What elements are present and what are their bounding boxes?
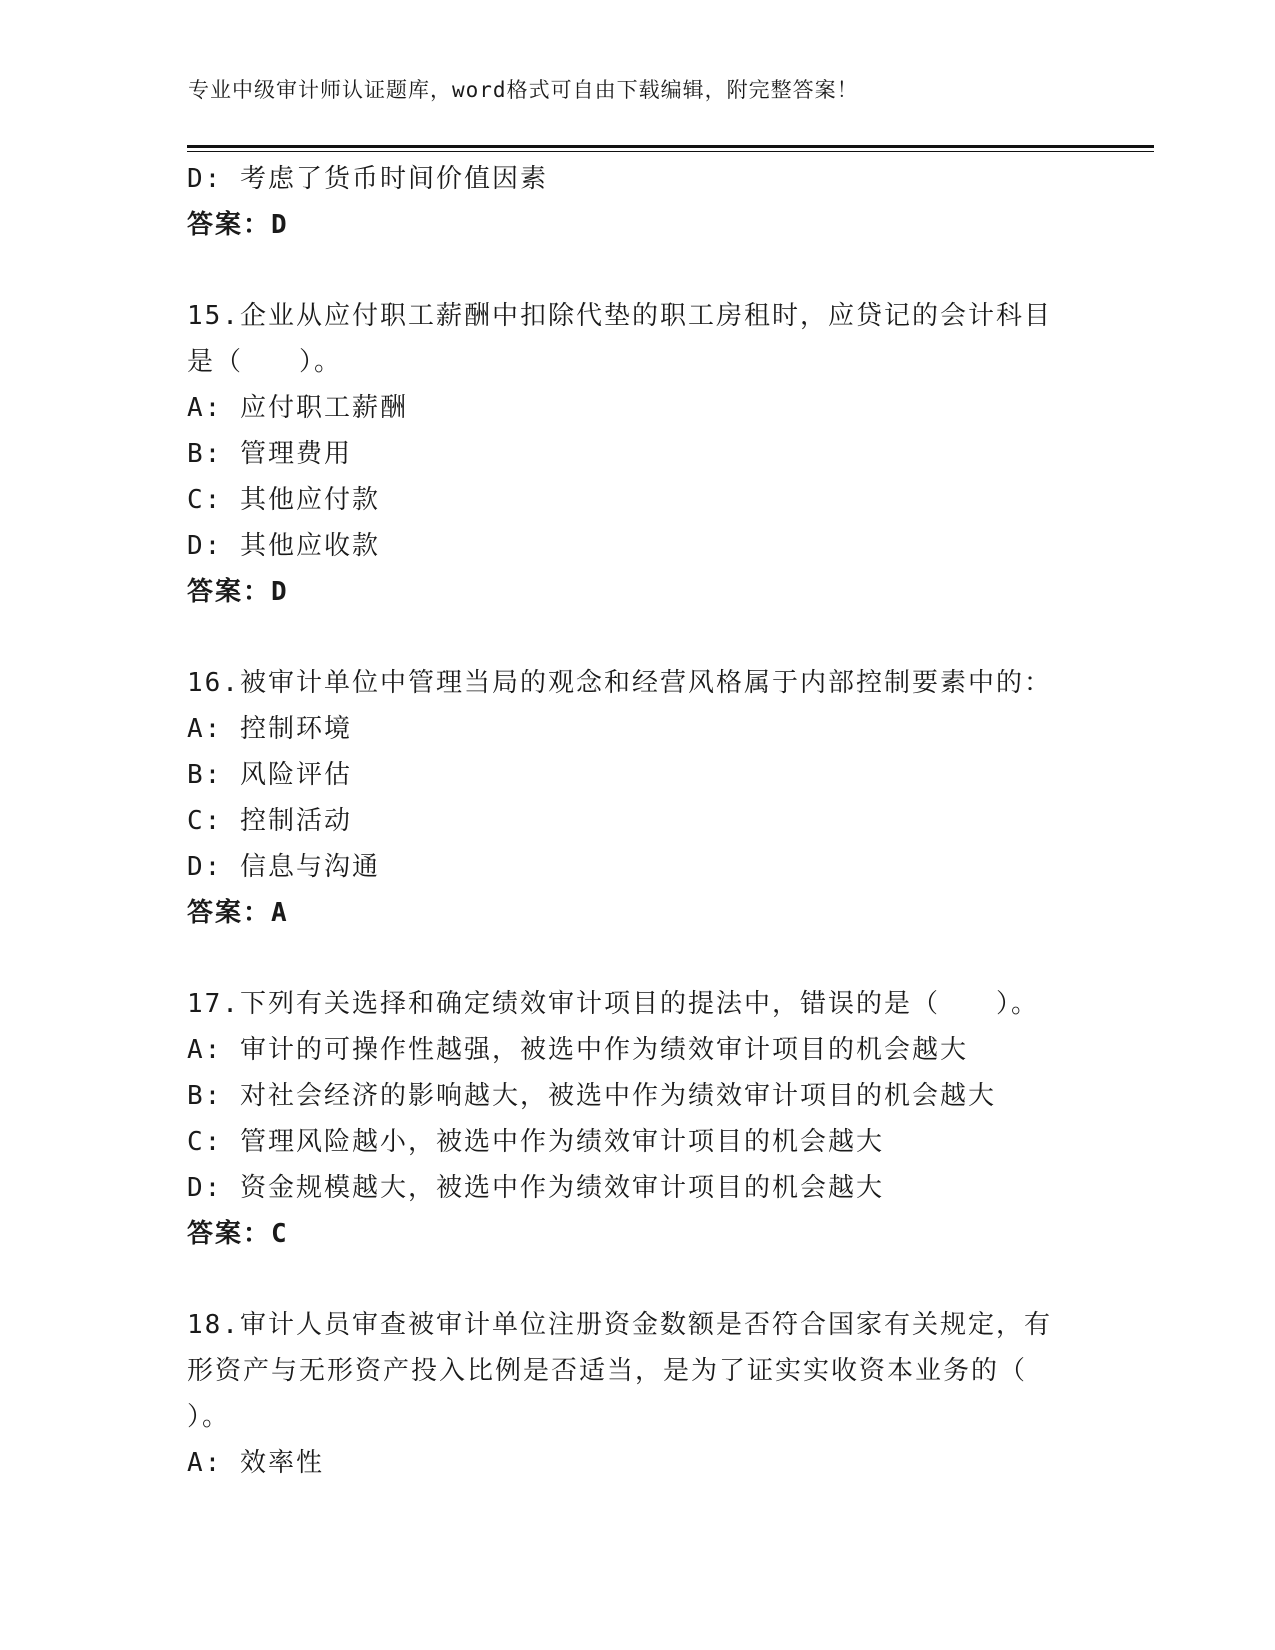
option-line: C: 控制活动 (187, 806, 352, 836)
option-line: B: 风险评估 (187, 760, 352, 790)
option-line: A: 应付职工薪酬 (187, 393, 408, 423)
answer-line: 答案：D (187, 577, 289, 607)
question-stem: 16.被审计单位中管理当局的观念和经营风格属于内部控制要素中的： (187, 668, 1052, 698)
answer-line: 答案：D (187, 210, 289, 240)
question-stem: 17.下列有关选择和确定绩效审计项目的提法中，错误的是（ ）。 (187, 989, 1039, 1019)
option-line: A: 控制环境 (187, 714, 352, 744)
option-line: B: 管理费用 (187, 439, 352, 469)
option-line: C: 其他应付款 (187, 485, 380, 515)
question-stem: 形资产与无形资产投入比例是否适当，是为了证实实收资本业务的（ (187, 1356, 1028, 1386)
question-stem: 18.审计人员审查被审计单位注册资金数额是否符合国家有关规定，有 (187, 1310, 1052, 1340)
option-line: D: 资金规模越大，被选中作为绩效审计项目的机会越大 (187, 1173, 884, 1203)
question-stem: 15.企业从应付职工薪酬中扣除代垫的职工房租时，应贷记的会计科目 (187, 301, 1052, 331)
option-line: B: 对社会经济的影响越大，被选中作为绩效审计项目的机会越大 (187, 1081, 996, 1111)
spacer (187, 248, 1087, 293)
option-line: D: 其他应收款 (187, 531, 380, 561)
header-rule-thick (187, 145, 1154, 148)
option-line: A: 效率性 (187, 1448, 324, 1478)
spacer (187, 615, 1087, 660)
header-rule-thin (187, 151, 1154, 152)
question-17 (187, 981, 1087, 1257)
answer-line: 答案：C (187, 1219, 289, 1249)
option-line: A: 审计的可操作性越强，被选中作为绩效审计项目的机会越大 (187, 1035, 968, 1065)
option-line: D: 考虑了货币时间价值因素 (187, 164, 548, 194)
page-header: 专业中级审计师认证题库，word格式可自由下载编辑，附完整答案！ (188, 78, 859, 102)
option-line: C: 管理风险越小，被选中作为绩效审计项目的机会越大 (187, 1127, 884, 1157)
question-18 (187, 1302, 1087, 1486)
option-line: D: 信息与沟通 (187, 852, 380, 882)
answer-line: 答案：A (187, 898, 289, 928)
question-16 (187, 660, 1087, 936)
spacer (187, 936, 1087, 981)
question-stem: ）。 (187, 1402, 231, 1432)
question-15 (187, 293, 1087, 615)
spacer (187, 1257, 1087, 1302)
question-stem: 是（ ）。 (187, 347, 343, 377)
question-list (187, 156, 1087, 1486)
